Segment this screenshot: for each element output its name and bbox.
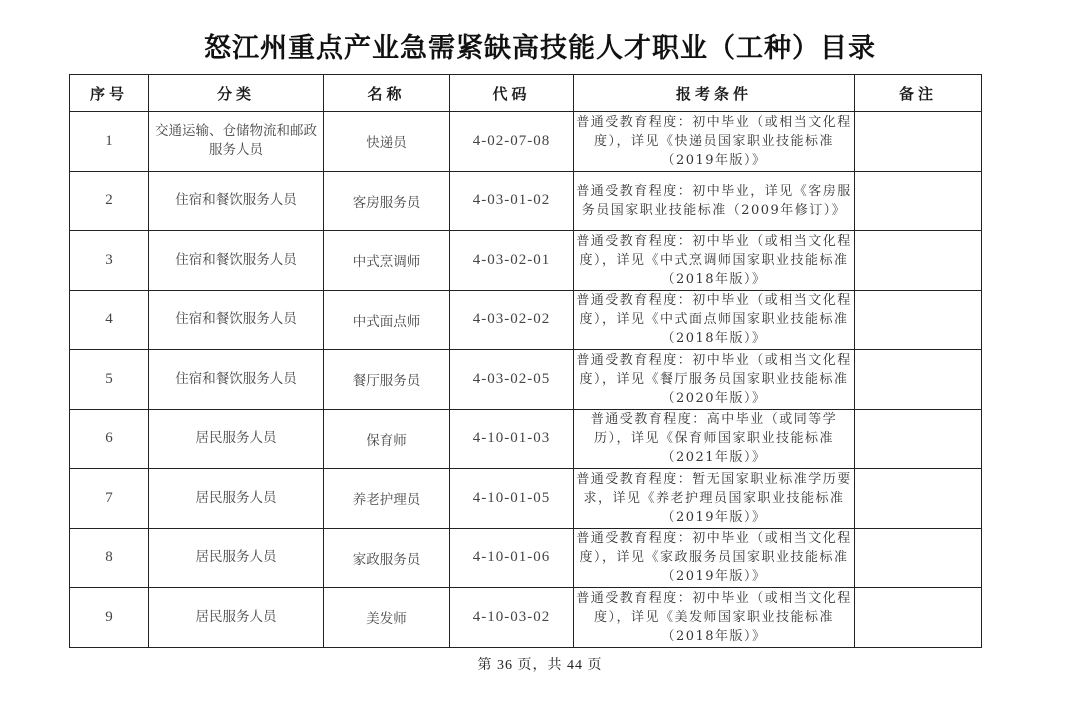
row-note — [855, 350, 982, 410]
row-name: 保育师 — [324, 409, 450, 469]
header-requirement: 报考条件 — [574, 75, 855, 112]
row-index: 6 — [70, 409, 149, 469]
row-note — [855, 409, 982, 469]
row-requirement: 普通受教育程度：初中毕业，详见《客房服务员国家职业技能标准（2009年修订）》 — [574, 171, 855, 231]
row-code: 4-03-01-02 — [450, 171, 574, 231]
row-index: 3 — [70, 231, 149, 291]
row-name: 餐厅服务员 — [324, 350, 450, 410]
occupation-catalog-table — [69, 74, 982, 648]
row-note — [855, 528, 982, 588]
row-category: 居民服务人员 — [149, 469, 324, 529]
row-category: 交通运输、仓储物流和邮政服务人员 — [149, 112, 324, 172]
row-category: 居民服务人员 — [149, 409, 324, 469]
header-code: 代码 — [450, 75, 574, 112]
row-requirement: 普通受教育程度：初中毕业（或相当文化程度），详见《餐厅服务员国家职业技能标准（2020年版）》 — [574, 350, 855, 410]
row-code: 4-10-01-06 — [450, 528, 574, 588]
row-category: 住宿和餐饮服务人员 — [149, 171, 324, 231]
table-row — [70, 171, 982, 231]
row-note — [855, 588, 982, 648]
row-requirement: 普通受教育程度：初中毕业（或相当文化程度），详见《中式面点师国家职业技能标准（2018年版）》 — [574, 290, 855, 350]
document-title: 怒江州重点产业急需紧缺高技能人才职业（工种）目录 — [204, 33, 876, 64]
row-note — [855, 469, 982, 529]
row-index: 5 — [70, 350, 149, 410]
header-name: 名称 — [324, 75, 450, 112]
row-requirement: 普通受教育程度：初中毕业（或相当文化程度），详见《美发师国家职业技能标准（2018年版）》 — [574, 588, 855, 648]
row-code: 4-03-02-01 — [450, 231, 574, 291]
table-row — [70, 112, 982, 172]
row-index: 8 — [70, 528, 149, 588]
row-category: 住宿和餐饮服务人员 — [149, 350, 324, 410]
table-row — [70, 528, 982, 588]
row-name: 美发师 — [324, 588, 450, 648]
row-name: 中式面点师 — [324, 290, 450, 350]
row-name: 家政服务员 — [324, 528, 450, 588]
header-index: 序号 — [70, 75, 149, 112]
row-index: 1 — [70, 112, 149, 172]
table-row — [70, 409, 982, 469]
row-index: 4 — [70, 290, 149, 350]
row-note — [855, 171, 982, 231]
row-index: 2 — [70, 171, 149, 231]
row-name: 中式烹调师 — [324, 231, 450, 291]
row-note — [855, 290, 982, 350]
header-note: 备注 — [855, 75, 982, 112]
table-row — [70, 231, 982, 291]
row-requirement: 普通受教育程度：初中毕业（或相当文化程度），详见《快递员国家职业技能标准（2019年版）》 — [574, 112, 855, 172]
row-name: 快递员 — [324, 112, 450, 172]
row-code: 4-10-01-05 — [450, 469, 574, 529]
row-name: 养老护理员 — [324, 469, 450, 529]
row-code: 4-03-02-05 — [450, 350, 574, 410]
row-requirement: 普通受教育程度：初中毕业（或相当文化程度），详见《中式烹调师国家职业技能标准（2018年版）》 — [574, 231, 855, 291]
header-category: 分类 — [149, 75, 324, 112]
row-code: 4-10-03-02 — [450, 588, 574, 648]
row-index: 7 — [70, 469, 149, 529]
row-code: 4-10-01-03 — [450, 409, 574, 469]
row-requirement: 普通受教育程度：高中毕业（或同等学历），详见《保育师国家职业技能标准（2021年版）》 — [574, 409, 855, 469]
table-row — [70, 290, 982, 350]
row-requirement: 普通受教育程度：初中毕业（或相当文化程度），详见《家政服务员国家职业技能标准（2019年版）》 — [574, 528, 855, 588]
table-row — [70, 469, 982, 529]
page-number: 第 36 页，共 44 页 — [477, 658, 603, 673]
table-row — [70, 350, 982, 410]
row-note — [855, 231, 982, 291]
row-code: 4-03-02-02 — [450, 290, 574, 350]
row-category: 居民服务人员 — [149, 528, 324, 588]
table-header-row — [70, 75, 982, 112]
row-category: 居民服务人员 — [149, 588, 324, 648]
row-name: 客房服务员 — [324, 171, 450, 231]
row-code: 4-02-07-08 — [450, 112, 574, 172]
row-requirement: 普通受教育程度：暂无国家职业标准学历要求，详见《养老护理员国家职业技能标准（2019年版）》 — [574, 469, 855, 529]
row-category: 住宿和餐饮服务人员 — [149, 290, 324, 350]
table-row — [70, 588, 982, 648]
row-index: 9 — [70, 588, 149, 648]
row-note — [855, 112, 982, 172]
row-category: 住宿和餐饮服务人员 — [149, 231, 324, 291]
